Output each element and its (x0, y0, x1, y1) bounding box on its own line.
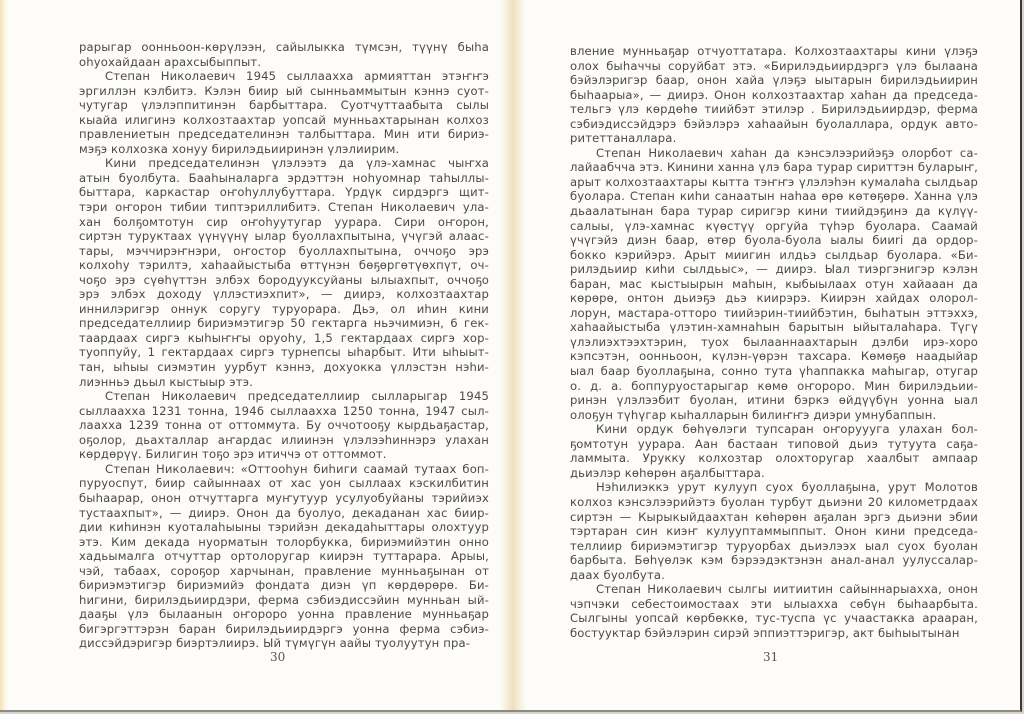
text-line: лаахха 1239 тонна от оттоммута. Бу оччотооҕу кырдьаҕастар, (79, 418, 489, 433)
page-number-right: 31 (763, 650, 779, 664)
text-line: көрөрө, онтон дьиэҕэ дьэ киирэрэ. Киирэн хайдах олорол- (570, 291, 978, 306)
text-line: Степан Николаевич сылгы иитиитин сайыннарыахха, онон (596, 582, 978, 597)
text-line: Нэһилиэккэ урут кулууп суох буоллаҕына, урут Молотов (596, 480, 978, 495)
page-number-left: 30 (270, 650, 286, 664)
text-line: чэй, табаах, сороҕор харчынан, правление мунньаҕынан от (79, 563, 489, 578)
text-line: арыт колхозтаахтары кытта тэҥҥэ үлэлэһэн кумалаһа сылдьар (570, 174, 978, 189)
text-line: бигэргэттэрэн баран бирилэдьиирдэргэ уонна ферма сэбиэ- (79, 621, 489, 636)
paragraph (570, 582, 978, 640)
text-line: бокко кэрийэрэ. Арыт миигин илдьэ сылдьар буолара. «Би- (570, 247, 978, 262)
page-edge (0, 0, 8, 710)
text-line: Степан Николаевич: «Оттооһун биһиги саамай тутаах боп- (105, 461, 489, 476)
text-line: тельгэ үлэ көрдөһө тиийбэт этилэр . Бирилэдьиирдэр, ферма (570, 102, 978, 117)
paragraph (79, 389, 489, 462)
text-line: тустаахпыт», — диирэ. Онон да буолуо, декаданан хас биир- (79, 505, 489, 520)
text-line: Степан Николаевич 1945 сыллаахха армияттан этэҥҥэ (105, 69, 489, 84)
text-line: Степан Николаевич хаһан да кэнсэлээрийэҕэ олорбот са- (596, 145, 978, 160)
text-line: һигини, бирилэдьиирдэри, ферма сэбиэдиссэйин мунньан ый- (79, 592, 489, 607)
text-line: рилэдьиир киһи сылдьыс», — диирэ. Ыал тиэргэнигэр кэлэн (570, 262, 978, 277)
left-page-text (79, 40, 489, 651)
text-line: тан, ыһыы сиэмэтин уурбут кэннэ, дохуокка үллэстэн нэһи- (79, 360, 489, 375)
text-line: сиртэн туруктаах үүнүүнү ылар буоллахпытына, үчүгэй алаас- (79, 229, 489, 244)
paragraph (79, 69, 489, 156)
text-line: дии киһинэн куоталаһыыны тэрийэн декадаһыттары олохтуур (79, 520, 489, 535)
text-line: диссэйдэригэр биэртэлиирэ. Ый түмүгүн аайы туолуутун пра- (79, 636, 471, 651)
paragraph (570, 480, 978, 582)
text-line: лиэнньэ дьыл кыстыыр этэ. (79, 374, 253, 389)
text-line: чэпчэки себестоимостаах эти ылыахха сөбүн быһаарбыта. (570, 596, 978, 611)
text-line: тэртаран син киэҥ кулууптаммыппыт. Онон кини председа- (570, 524, 978, 539)
text-line: көрдөрүү. Билигин тоҕо эрэ итиччэ от оттоммот. (79, 447, 387, 462)
text-line: мэҕэ колхозка хонуу бирилэдьииринэн үлэлиирим. (79, 141, 400, 156)
text-line: чутугар үлэлэппитинэн барбыттара. Суотчуттаабыта сылы (79, 98, 489, 113)
paragraph (79, 156, 489, 389)
text-line: кэпсэтэн, оонньоон, күлэн-үөрэн тахсара. Көмөҕө наадыйар (570, 349, 978, 364)
text-line: этэ. Ким декада нуорматын толорбукка, бириэмийэтин онно (79, 534, 489, 549)
text-line: хан болҕомтотун сир оҥоһуутугар уурара. Сири оҥорон, (79, 214, 489, 229)
text-line: эргиллэн кэлбитэ. Кэлэн биир ый сынньаммытын кэннэ суот- (79, 83, 489, 98)
text-line: даах буолбута. (570, 567, 665, 582)
text-line: быттара, каркастар оҥоһуллубуттара. Үрдүк сирдэргэ щит- (79, 185, 489, 200)
text-line: үчүгэйэ диэн баар, өтөр буола-буола ыалы бииri да ордор- (570, 233, 978, 248)
text-line: сиртэн — Кырыкыйдаахтан көһөрөн аҕалан эргэ дьиэни эбии (570, 509, 978, 524)
paragraph (570, 146, 978, 422)
text-line: оҕолор, дьахталлар аҥардас илиинэн үлэлээһиннэрэ улахан (79, 432, 489, 447)
text-line: баран, мас кыстыырын маһын, кыбыылаах отун хайааан да (570, 276, 978, 291)
text-line: атын буолбута. Бааһыналарга эрдэттэн ноһуомнар таһыллы- (79, 170, 489, 185)
book-gutter (500, 0, 526, 710)
text-line: иннилэригэр оннук соругу туруорара. Дьэ, ол иһин кини (79, 301, 489, 316)
text-line: правлениетын председателинэн талбыттара. Мин ити бириэ- (79, 127, 489, 142)
text-line: лорун, мастара-отторо тиийэрин-тиийбэтин, быһатын эттэххэ, (570, 305, 978, 320)
text-line: пуруоспут, биир сайыннаах от хас уон сыллаах кэскилбитин (79, 476, 489, 491)
text-line: колхоз кэнсэлээрийэтэ буолан турбут дьиэни 20 километрдаах (570, 494, 978, 509)
text-line: о. д. а. боппуруостарыгар көмө оҥороро. Мин бирилэдьии- (570, 378, 978, 393)
text-line: кыайа илигинэ колхозтаахтар уопсай мунньахтарынан колхоз (79, 112, 489, 127)
paragraph (79, 462, 489, 651)
text-line: таардаах сиргэ кыһыҥҥы оруоһу, 1,5 гектардаах сиргэ хор- (79, 330, 489, 345)
text-line: дьиэлэр көһөрөн аҕалбыттара. (570, 465, 765, 480)
text-line: бостууктар бэйэлэрин сирэй эппиэттэригэр, акт быһыытынан (570, 625, 960, 640)
text-line: буолара. Степан киһи санаатын наһаа өрө көтөҕөрө. Ханна үлэ (570, 189, 978, 204)
text-line: Сылгыны уопсай көрбөккө, тус-туспа үс учаастакка араaран, (570, 611, 978, 626)
text-line: ҕомтотун уурара. Аан бастаан типовой дьиэ тутуута саҕа- (570, 436, 978, 451)
text-line: бэйэлэригэр баар, онон хайа үлэҕэ ыытарын бирилэдьиирин (570, 73, 978, 88)
paragraph (79, 40, 489, 69)
text-line: чоҕо эрэ сүөһүттэн элбэх бородууксуйаны ылыахпыт, оччоҕо (79, 272, 489, 287)
text-line: тары, мэччирэҥнэри, оҥостор буоллахпытына, оччоҕо эрэ (79, 243, 489, 258)
text-line: дьаалатынан бара турар сиригэр кини тиийдэҕинэ да күлүү- (570, 204, 978, 219)
text-line: рарыгар оонньоон-көрүлээн, сайылыкка түмсэн, түүнү быһа (79, 40, 489, 54)
text-line: эрэ элбэх доходу үллэстиэхпит», — диирэ, колхозтаахтар (79, 287, 489, 302)
text-line: ритеттаналлара. (570, 131, 677, 146)
text-line: бириэмэтигэр бириэмийэ фондата диэн үп көрдөрөрө. Би- (79, 578, 489, 593)
text-line: теллиир бириэмэтигэр туруорбах дьиэлээх ыал суох буолан (570, 538, 978, 553)
text-line: Кини председателинэн үлэлээтэ да үлэ-хамнас чыҥха (105, 156, 489, 171)
text-line: барбыта. Бөһүөлэк кэм бэрээдэктэнэн анал-анал уулуссалар- (570, 553, 978, 568)
text-line: олоҕун түһүгар кыһалларын билиҥҥэ диэри умнубаппын. (570, 407, 937, 422)
text-line: сэбиэдиссэйдэрэ бэйэлэрэ хаһаайын буолаллара, ордук авто- (570, 116, 978, 131)
paragraph (570, 422, 978, 480)
text-line: туоппуйу, 1 гектардаах сиргэ турнепсы ыһарбыт. Ити ыһыыт- (79, 345, 489, 360)
text-line: хаһаайыстыба үлэтин-хамнаһын барытын ыйыталаһара. Түгү (570, 320, 978, 335)
text-line: Степан Николаевич председателлиир сылларыгар 1945 (105, 389, 489, 404)
text-line: ринэн үлэлээбит буолан, итини бэркэ өйдүүбүн уонна ыал (570, 393, 978, 408)
text-line: лайаабчча этэ. Кинини ханна үлэ бара турар сириттэн буларыҥ, (570, 160, 979, 175)
text-line: олох быһаччы соруйбат этэ. «Бирилэдьиирдэргэ үлэ былаана (570, 58, 978, 73)
text-line: дааҕы үлэ былаанын оҥороро уонна правление мунньаҕар (79, 607, 489, 622)
text-line: салыы, үлэ-хамнас күөстүү оргуйа түһэр буолара. Саамай (570, 218, 978, 233)
text-line: вление мунньаҕар отчуоттатара. Колхозтаахтары кини үлэҕэ (570, 44, 978, 58)
text-line: Кини ордук бөһүөлэги тупсаран оҥоруууга улахан бол- (596, 422, 978, 437)
text-line: быһаарар, онон отчуттарга муҥутуур усулуобуйаны тэрийиэх (79, 490, 489, 505)
text-line: оһуохайдаан арахсыбыппыт. (79, 54, 262, 69)
text-line: председателлиир бириэмэтигэр 50 гектарга ньэчимиэн, 6 гек- (79, 316, 489, 331)
text-line: хадьымалга отчуттар ортолоругар киирэн туттарара. Арыы, (79, 549, 489, 564)
text-line: ламмыта. Урукку колхозтар олохторугар хаалбыт ампаар (570, 451, 978, 466)
text-line: колхоһу тэрилтэ, хаһаайыстыба өттүнэн бөҕөргөтүөхпүт, оч- (79, 258, 489, 273)
right-page-text (570, 44, 978, 640)
text-line: ыал баар буоллаҕына, сонно тута үһаппакка маһыгар, отугар (570, 364, 978, 379)
paragraph (570, 44, 978, 146)
text-line: тэри оҥорон тибии типтэриллибитэ. Степан Николаевич ула- (79, 200, 489, 215)
text-line: үлэлиэхтээхтэрин, туох былааннаахтарын дэлби ирэ-хоро (570, 334, 978, 349)
text-line: быһаарыа», — диирэ. Онон колхозтаахтар хаһан да председа- (570, 87, 978, 102)
text-line: сыллаахха 1231 тонна, 1946 сыллаахха 1250 тонна, 1947 сыл- (79, 403, 489, 418)
